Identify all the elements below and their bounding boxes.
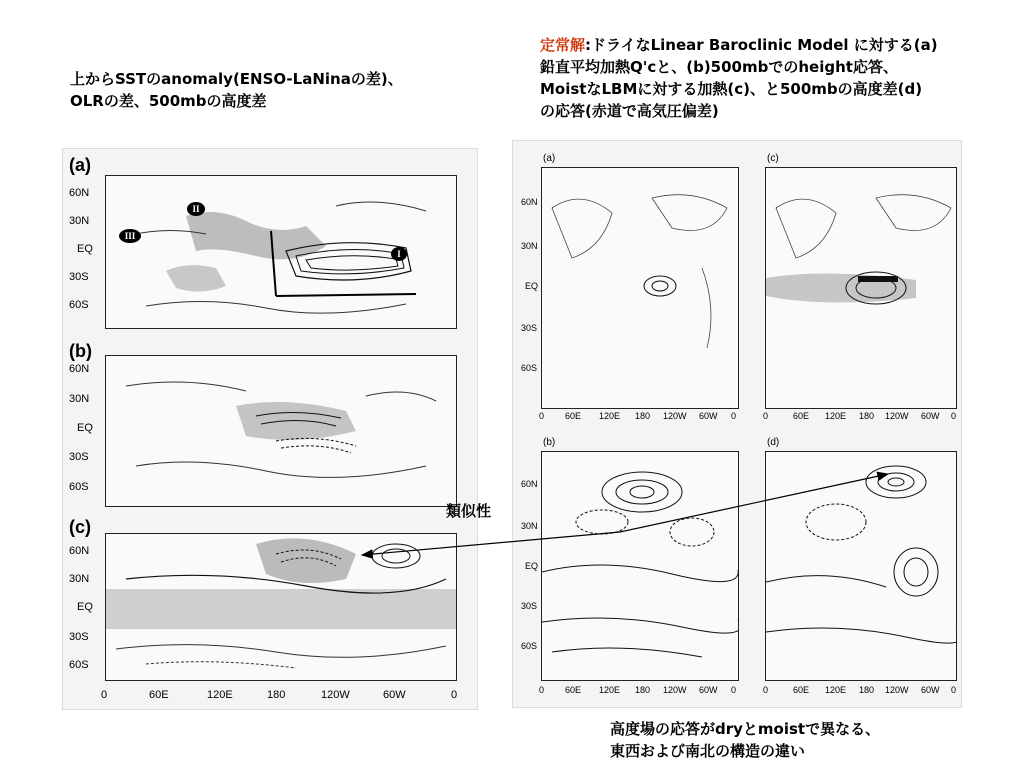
right-top-lon-0c: 0 xyxy=(763,411,769,421)
right-bot-lon-0c: 0 xyxy=(763,685,769,695)
right-panel-a-plot xyxy=(542,168,738,408)
right-bot-lon-0b: 0 xyxy=(731,685,737,695)
left-lon-0b: 0 xyxy=(451,689,458,701)
left-b-lat-30s: 30S xyxy=(69,451,89,463)
right-caption-line4: の応答(赤道で高気圧偏差) xyxy=(540,102,719,120)
right-bot-lon-120e: 120E xyxy=(599,685,621,695)
left-lon-180: 180 xyxy=(267,689,286,701)
left-caption-line2: OLRの差、500mbの高度差 xyxy=(70,92,267,110)
right-bot-lon-120w: 120W xyxy=(663,685,687,695)
right-top-lon-0d: 0 xyxy=(951,411,957,421)
right-bot-lon-120e-2: 120E xyxy=(825,685,847,695)
right-top-lon-120e: 120E xyxy=(599,411,621,421)
similarity-label: 類似性 xyxy=(446,502,492,520)
right-bot-lat-eq: EQ xyxy=(525,561,539,571)
left-c-lat-30s: 30S xyxy=(69,631,89,643)
right-panel-c-plot xyxy=(766,168,956,408)
left-c-lat-60n: 60N xyxy=(69,545,90,557)
right-panel-b-plot xyxy=(542,452,738,680)
right-bot-lat-30s: 30S xyxy=(521,601,538,611)
right-caption-line1 xyxy=(540,34,938,56)
left-caption-line1: 上からSSTのanomaly(ENSO-LaNinaの差)、 xyxy=(70,70,403,88)
left-figure xyxy=(62,148,478,710)
right-top-lon-180: 180 xyxy=(635,411,651,421)
left-panel-b-plot xyxy=(106,356,456,506)
right-top-lat-60n: 60N xyxy=(521,197,538,207)
left-b-lat-30n: 30N xyxy=(69,393,90,405)
left-c-lat-eq: EQ xyxy=(77,601,93,613)
left-c-lat-30n: 30N xyxy=(69,573,90,585)
region-marker-ii: II xyxy=(187,202,205,216)
right-bot-lon-60w: 60W xyxy=(699,685,718,695)
right-panel-c-label: (c) xyxy=(767,153,779,164)
left-b-lat-eq: EQ xyxy=(77,422,93,434)
right-top-lon-0b: 0 xyxy=(731,411,737,421)
right-bot-lon-120w-2: 120W xyxy=(885,685,909,695)
left-panel-b-label: (b) xyxy=(69,341,92,361)
right-top-lon-120w-2: 120W xyxy=(885,411,909,421)
left-lon-120w: 120W xyxy=(321,689,350,701)
left-panel-c-label: (c) xyxy=(69,517,91,537)
right-bot-lon-0a: 0 xyxy=(539,685,545,695)
right-bot-lon-180-2: 180 xyxy=(859,685,875,695)
right-top-lat-60s: 60S xyxy=(521,363,538,373)
left-panel-c-map xyxy=(105,533,457,681)
left-lon-60e: 60E xyxy=(149,689,169,701)
right-top-lat-eq: EQ xyxy=(525,281,539,291)
right-top-lon-60w-2: 60W xyxy=(921,411,940,421)
right-panel-b-label: (b) xyxy=(543,437,556,448)
right-bot-lon-180: 180 xyxy=(635,685,651,695)
right-figure xyxy=(512,140,962,708)
left-a-lat-30n: 30N xyxy=(69,215,90,227)
right-top-lat-30n: 30N xyxy=(521,241,538,251)
left-lon-60w: 60W xyxy=(383,689,406,701)
right-bot-lat-60n: 60N xyxy=(521,479,538,489)
right-top-lon-120w: 120W xyxy=(663,411,687,421)
right-top-lon-60e: 60E xyxy=(565,411,582,421)
left-c-lat-60s: 60S xyxy=(69,659,89,671)
left-lon-0a: 0 xyxy=(101,689,108,701)
right-top-lon-180-2: 180 xyxy=(859,411,875,421)
left-a-lat-eq: EQ xyxy=(77,243,93,255)
highlight-term: 定常解 xyxy=(540,36,586,54)
right-top-lon-0a: 0 xyxy=(539,411,545,421)
left-a-lat-60n: 60N xyxy=(69,187,90,199)
region-marker-iii: III xyxy=(119,229,141,243)
right-top-lon-60e-2: 60E xyxy=(793,411,810,421)
right-caption-line1-rest: :ドライなLinear Baroclinic Model に対する(a) xyxy=(585,36,938,54)
right-bot-lon-60w-2: 60W xyxy=(921,685,940,695)
right-panel-a-map xyxy=(541,167,739,409)
right-top-lat-30s: 30S xyxy=(521,323,538,333)
right-top-lon-60w: 60W xyxy=(699,411,718,421)
bottom-caption-line2: 東西および南北の構造の違い xyxy=(610,742,806,760)
bottom-caption-line1: 高度場の応答がdryとmoistで異なる、 xyxy=(610,720,881,738)
left-b-lat-60n: 60N xyxy=(69,363,90,375)
right-bot-lat-60s: 60S xyxy=(521,641,538,651)
right-bot-lon-0d: 0 xyxy=(951,685,957,695)
left-panel-a-label: (a) xyxy=(69,155,91,175)
right-panel-d-plot xyxy=(766,452,956,680)
right-panel-b-map xyxy=(541,451,739,681)
region-marker-i: I xyxy=(391,247,407,261)
right-panel-c-map xyxy=(765,167,957,409)
right-caption-line3: MoistなLBMに対する加熱(c)、と500mbの高度差(d) xyxy=(540,80,923,98)
right-panel-d-label: (d) xyxy=(767,437,780,448)
left-b-lat-60s: 60S xyxy=(69,481,89,493)
right-panel-a-label: (a) xyxy=(543,153,556,164)
right-top-lon-120e-2: 120E xyxy=(825,411,847,421)
right-bot-lat-30n: 30N xyxy=(521,521,538,531)
left-panel-c-plot xyxy=(106,534,456,680)
right-bot-lon-60e-2: 60E xyxy=(793,685,810,695)
right-panel-d-map xyxy=(765,451,957,681)
right-caption-line2: 鉛直平均加熱Q'cと、(b)500mbでのheight応答、 xyxy=(540,58,898,76)
right-bot-lon-60e: 60E xyxy=(565,685,582,695)
left-a-lat-30s: 30S xyxy=(69,271,89,283)
left-panel-b-map xyxy=(105,355,457,507)
left-lon-120e: 120E xyxy=(207,689,233,701)
left-a-lat-60s: 60S xyxy=(69,299,89,311)
